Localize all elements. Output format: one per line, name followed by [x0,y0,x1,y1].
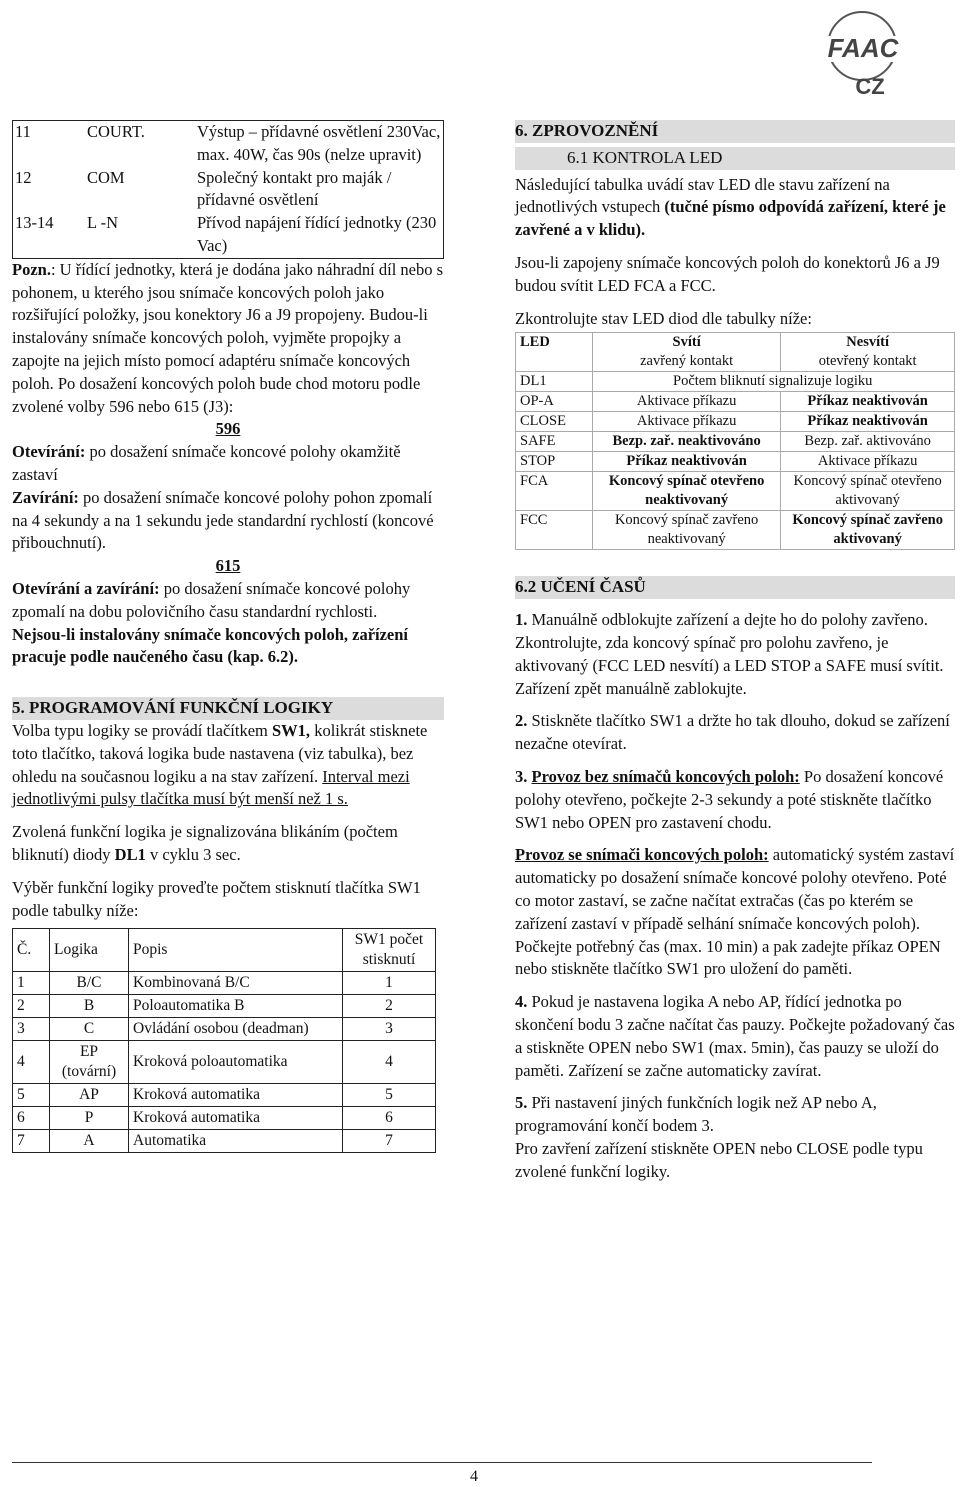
cell: 2 [343,995,436,1018]
opening-label: Otevírání: [12,442,86,462]
dl1-text: Počtem bliknutí signalizuje logiku [593,372,955,392]
cell: 3 [343,1018,436,1041]
note-label: Pozn. [12,259,51,279]
cell: P [50,1107,129,1130]
step-3-sensors-heading: Provoz se snímači koncových poloh: [515,845,769,865]
step-1 [515,609,955,700]
cell: Poloautomatika B [129,995,343,1018]
cell: 1 [343,972,436,995]
table-header-row [516,333,955,372]
led-name: FCA [516,472,593,511]
step-num: 3. [515,766,528,786]
section-6-title: 6. ZPROVOZNĚNÍ [515,120,955,143]
section-6-1-title: 6.1 KONTROLA LED [515,147,955,170]
col-header-led: LED [516,333,593,372]
led-name: OP-A [516,392,593,412]
step-4 [515,991,955,1082]
step-2 [515,710,955,756]
opening-596 [12,441,444,487]
off-label: Nesvítí [846,334,889,351]
heading-596: 596 [215,419,241,439]
step-3 [515,766,955,834]
section-5-p2 [12,821,444,867]
p2-text-a: Zvolená funkční logika je signalizována blikáním (počtem bliknutí) diody [12,822,398,864]
table-row [13,1130,436,1153]
led-intro-bold: (tučné písmo odpovídá zařízení, které je zavřené a v klidu). [515,197,946,240]
led-intro-text: Následující tabulka uvádí stav LED dle stavu zařízení na jednotlivých vstupech [515,174,890,217]
on-sub: zavřený kontakt [640,353,734,370]
led-intro-paragraph [515,174,955,242]
led-on-state: Koncový spínač zavřeno neaktivovaný [593,511,781,550]
opening-closing-615 [12,578,444,624]
step-num: 4. [515,992,528,1012]
table-row [13,1107,436,1130]
faac-logo [788,8,938,108]
off-sub: otevřený kontakt [818,353,917,370]
table-row [516,472,955,511]
footer-divider [12,1462,872,1463]
terminal-desc: Výstup – přídavné osvětlení 230Vac, max. 40W, čas 90s (nelze upravit) [197,122,441,164]
led-on-state: Koncový spínač otevřeno neaktivovaný [593,472,781,511]
led-name: CLOSE [516,412,593,432]
cell: 4 [343,1041,436,1084]
table-row [13,972,436,995]
table-header-row [13,929,436,972]
cell: 5 [343,1084,436,1107]
col-header: Logika [50,929,129,972]
opening-text: po dosažení snímače koncové polohy okamžitě zastaví [12,442,401,484]
bold-note: Nejsou-li instalovány snímače koncových poloh, zařízení pracuje podle naučeného času (kap. 6.2). [12,624,409,667]
left-column [12,120,444,1153]
step-text: Manuálně odblokujte zařízení a dejte ho do polohy zavřeno. Zkontrolujte, zda koncový spínač pro polohu zavřeno, je aktivovaný (FCC LED nesvítí) a LED STOP a SAFE musí svítit. Zařízení zpět manuálně zablokujte. [515,610,944,698]
step-text: automatický systém zastaví automaticky po dosažení snímače koncové polohy otevřeno. Poté co motor zastaví, se začne načítat extračas (čas po kterém se zařízení zastaví v případě selhání snímače koncových poloh). Počkejte potřebný čas (max. 10 min) a pak zadejte příkaz OPEN nebo stiskněte tlačítko SW1 pro uložení do paměti. [515,845,955,979]
terminal-desc: Společný kontakt pro maják / přídavné osvětlení [197,167,392,210]
step-text: Po dosažení koncové polohy otevřeno, počkejte 2-3 sekundy a poté stiskněte tlačítko SW1 nebo OPEN pro zastavení chodu. [515,766,944,832]
step-num: 1. [515,610,528,630]
right-column [515,120,955,1184]
led-name: SAFE [516,432,593,452]
cell: A [50,1130,129,1153]
terminal-num: 11 [15,122,31,141]
table-row [13,1018,436,1041]
terminal-table [12,120,444,259]
faac-logo-graphic [788,8,938,108]
col-header: Popis [129,929,343,972]
led-check-paragraph: Zkontrolujte stav LED diod dle tabulky níže: [515,308,812,328]
terminal-num: 13-14 [15,213,54,233]
cell: 5 [13,1084,50,1107]
page-number: 4 [470,1468,478,1485]
step-text: Při nastavení jiných funkčních logik než AP nebo A, programování končí bodem 3. [515,1093,877,1136]
cell: C [50,1018,129,1041]
led-on-state: Aktivace příkazu [593,412,781,432]
table-row [516,372,955,392]
cell: Kombinovaná B/C [129,972,343,995]
cell: Kroková automatika [129,1084,343,1107]
cell: 7 [13,1130,50,1153]
table-row [516,412,955,432]
cell: 7 [343,1130,436,1153]
led-name: FCC [516,511,593,550]
step-3-heading: Provoz bez snímačů koncových poloh: [531,766,800,786]
closing-text: po dosažení snímače koncové polohy pohon zpomalí na 4 sekundy a na 1 sekundu jede standardní rychlostí (koncové přibouchnutí). [12,487,434,553]
terminal-desc: Přívod napájení řídící jednotky (230 Vac) [197,213,437,255]
logo-brand-text: FAAC [827,33,899,63]
cell: Kroková poloautomatika [129,1041,343,1084]
led-on-state: Aktivace příkazu [593,392,781,412]
step-text: Pokud je nastavena logika A nebo AP, řídící jednotka po skončení bodu 3 začne načítat čas pauzy. Počkejte požadovaný čas a stiskněte OPEN nebo SW1 (max. 5min), čas pauzy se uloží do paměti. Zařízení se začne automaticky zavírat. [515,992,955,1080]
table-row [13,995,436,1018]
led-off-state: Koncový spínač otevřeno aktivovaný [781,472,955,511]
p1-text-a: Volba typu logiky se provádí tlačítkem [12,720,272,740]
p1-text-b: SW1, [272,720,311,740]
closing-596 [12,487,444,555]
step-3-sensors [515,844,955,981]
terminal-code: COURT. [87,122,145,141]
oc-label: Otevírání a zavírání: [12,578,160,598]
cell: Ovládání osobou (deadman) [129,1018,343,1041]
section-6-2-title: 6.2 UČENÍ ČASŮ [515,576,955,599]
cell: 3 [13,1018,50,1041]
section-5-p1 [12,720,444,811]
led-off-state: Aktivace příkazu [781,452,955,472]
oc-text: po dosažení snímače koncové polohy zpomalí na dobu polovičního času standardní rychlosti. [12,578,411,621]
led-on-state: Bezp. zař. neaktivováno [593,432,781,452]
table-row [13,1041,436,1084]
cell: 6 [13,1107,50,1130]
closing-label: Zavírání: [12,487,79,507]
col-header: Č. [13,929,50,972]
cell: AP [50,1084,129,1107]
step-5-closing: Pro zavření zařízení stiskněte OPEN nebo CLOSE podle typu zvolené funkční logiky. [515,1138,923,1181]
step-num: 5. [515,1093,528,1113]
cell: B [50,995,129,1018]
limit-switch-paragraph: Jsou-li zapojeny snímače koncových poloh do konektorů J6 a J9 budou svítit LED FCA a FCC. [515,252,940,295]
led-table [515,332,955,550]
led-name: STOP [516,452,593,472]
led-off-state: Koncový spínač zavřeno aktivovaný [781,511,955,550]
led-off-state: Příkaz neaktivován [781,392,955,412]
led-name: DL1 [516,372,593,392]
col-header: SW1 počet stisknutí [343,929,436,972]
cell: 1 [13,972,50,995]
cell: Automatika [129,1130,343,1153]
logic-table [12,928,436,1153]
cell: 2 [13,995,50,1018]
p2-text-c: v cyklu 3 sec. [145,844,241,864]
cell: B/C [50,972,129,995]
cell: Kroková automatika [129,1107,343,1130]
table-row [516,452,955,472]
step-5 [515,1092,955,1138]
p1-text-u: Interval mezi jednotlivými pulsy tlačítka musí být menší než 1 s. [12,766,410,809]
col-header-on [593,333,781,372]
led-off-state: Bezp. zař. aktivováno [781,432,955,452]
table-row [516,392,955,412]
terminal-num: 12 [15,167,32,187]
table-row [13,1084,436,1107]
note-paragraph [12,259,444,419]
heading-615: 615 [215,556,241,576]
cell: 6 [343,1107,436,1130]
p2-text-b: DL1 [114,844,146,864]
logo-sub-text: CZ [855,74,885,99]
on-label: Svítí [672,334,701,351]
step-num: 2. [515,711,528,731]
terminal-code: COM [87,167,125,187]
terminal-code: L -N [87,213,119,233]
table-row [516,511,955,550]
table-row [13,212,444,258]
section-5-title: 5. PROGRAMOVÁNÍ FUNKČNÍ LOGIKY [12,697,444,720]
table-row [13,121,444,167]
note-text: : U řídící jednotky, která je dodána jako náhradní díl nebo s pohonem, u kterého jsou snímače koncových poloh jako rozšiřující položky, jsou konektory J6 a J9 propojeny. Budou-li instalovány snímače koncových poloh, vyjměte propojky a zapojte na jejich místo pomocí adaptéru snímače koncových poloh. Po dosažení koncových poloh bude chod motoru podle zvolené volby 596 nebo 615 (J3): [12,259,444,416]
step-text: Stiskněte tlačítko SW1 a držte ho tak dlouho, dokud se zařízení nezačne otevírat. [515,711,950,754]
cell: 4 [13,1041,50,1084]
table-row [13,167,444,213]
section-5-p3: Výběr funkční logiky proveďte počtem stisknutí tlačítka SW1 podle tabulky níže: [12,877,421,920]
p1-text-c: kolikrát stisknete toto tlačítko, taková logika bude nastavena (viz tabulka), bez ohledu na současnou logiku a na stav zařízení. [12,720,428,786]
cell: EP (tovární) [50,1041,129,1084]
led-off-state: Příkaz neaktivován [781,412,955,432]
led-on-state: Příkaz neaktivován [593,452,781,472]
col-header-off [781,333,955,372]
table-row [516,432,955,452]
